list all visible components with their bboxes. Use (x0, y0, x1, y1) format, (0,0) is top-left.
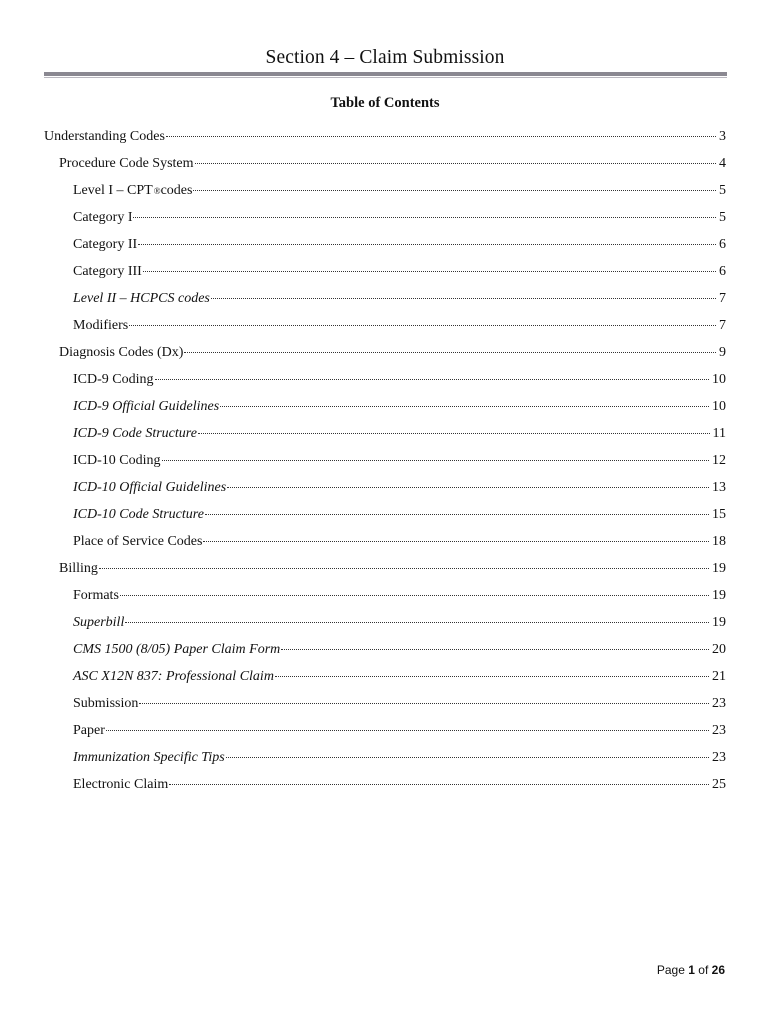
page-current: 1 (688, 963, 695, 977)
toc-entry[interactable] (73, 750, 726, 768)
page-total: 26 (711, 963, 725, 977)
toc-entry-page: 3 (719, 129, 726, 144)
toc-entry-title: CMS 1500 (8/05) Paper Claim Form (73, 642, 281, 657)
toc-entry-title: Understanding Codes (44, 129, 165, 144)
dot-leader (99, 568, 709, 569)
toc-entry[interactable] (73, 372, 726, 390)
toc-entry-page: 12 (712, 453, 726, 468)
toc-entry-page: 13 (712, 480, 726, 495)
toc-entry-title: ICD-10 Code Structure (73, 507, 204, 522)
toc-entry-page: 21 (712, 669, 726, 684)
toc-entry[interactable] (73, 426, 726, 444)
toc-entry-page: 10 (712, 372, 726, 387)
toc-entry-page: 6 (719, 237, 726, 252)
dot-leader (106, 730, 709, 731)
toc-entry-page: 7 (719, 291, 726, 306)
toc-entry-title: ASC X12N 837: Professional Claim (73, 669, 274, 684)
dot-leader (275, 676, 709, 677)
section-title: Section 4 – Claim Submission (265, 47, 505, 68)
toc-entry-page: 20 (712, 642, 726, 657)
dot-leader (129, 325, 716, 326)
toc-entry-title: Level I – CPT (73, 183, 153, 198)
dot-leader (133, 217, 716, 218)
dot-leader (162, 460, 710, 461)
toc-entry[interactable] (73, 264, 726, 282)
toc-heading: Table of Contents (330, 95, 440, 111)
toc-entry-title: ICD-10 Coding (73, 453, 161, 468)
dot-leader (138, 244, 716, 245)
dot-leader (169, 784, 709, 785)
toc-entry-title: Diagnosis Codes (Dx) (59, 345, 184, 360)
toc-entry-page: 6 (719, 264, 726, 279)
toc-entry-page: 10 (712, 399, 726, 414)
toc-entry-page: 9 (719, 345, 726, 360)
dot-leader (125, 622, 709, 623)
dot-leader (155, 379, 710, 380)
toc-entry[interactable] (73, 642, 726, 660)
dot-leader (227, 487, 709, 488)
toc-entry-page: 19 (712, 588, 726, 603)
toc-entry[interactable] (59, 345, 726, 363)
page-of: of (698, 963, 709, 977)
toc-entry[interactable] (73, 669, 726, 687)
toc-entry-page: 23 (712, 723, 726, 738)
toc-entry[interactable] (73, 318, 726, 336)
toc-entry-page: 18 (712, 534, 726, 549)
page-label: Page (656, 963, 685, 977)
dot-leader (139, 703, 709, 704)
toc-entry[interactable] (73, 210, 726, 228)
toc-entry-title: ICD-9 Official Guidelines (73, 399, 220, 414)
toc-entry-page: 11 (712, 426, 726, 441)
toc-entry-title: Formats (73, 588, 119, 603)
toc-entry-title: Submission (73, 696, 139, 711)
toc-entry[interactable] (73, 480, 726, 498)
toc-entry-page: 19 (712, 615, 726, 630)
toc-entry-title: Category II (73, 237, 138, 252)
dot-leader (184, 352, 716, 353)
toc-entry[interactable] (73, 777, 726, 795)
toc-entry-page: 5 (719, 183, 726, 198)
dot-leader (211, 298, 716, 299)
toc-entry-title: Billing (59, 561, 98, 576)
toc-entry[interactable] (73, 588, 726, 606)
toc-entry-title: Category III (73, 264, 142, 279)
toc-entry-title: Immunization Specific Tips (73, 750, 225, 765)
page-number (657, 963, 725, 977)
toc-entry-title: Modifiers (73, 318, 129, 333)
toc-entry-title: ICD-9 Coding (73, 372, 154, 387)
toc-entry-page: 23 (712, 696, 726, 711)
dot-leader (195, 163, 716, 164)
toc-entry-page: 7 (719, 318, 726, 333)
header-rule-thin (44, 77, 727, 78)
toc-entry[interactable] (73, 507, 726, 525)
toc-entry-title-suffix: codes (160, 183, 193, 198)
toc-entry-title: Category I (73, 210, 133, 225)
toc-entry[interactable] (73, 237, 726, 255)
toc-entry[interactable]: Level I – CPT ® codes 5 (73, 183, 726, 198)
toc-entry-title: ICD-9 Code Structure (73, 426, 197, 441)
toc-entry-title: Procedure Code System (59, 156, 194, 171)
dot-leader (203, 541, 709, 542)
toc-entry-title: Superbill (73, 615, 125, 630)
toc-entry-page: 5 (719, 210, 726, 225)
dot-leader (143, 271, 716, 272)
toc-entry-page: 25 (712, 777, 726, 792)
dot-leader (198, 433, 710, 434)
toc-entry[interactable] (73, 723, 726, 741)
toc-entry[interactable] (73, 615, 726, 633)
toc-entry-title: Level II – HCPCS codes (73, 291, 210, 306)
toc-entry[interactable] (73, 696, 726, 714)
toc-entry[interactable] (73, 534, 726, 552)
toc-entry-title: Place of Service Codes (73, 534, 203, 549)
dot-leader (166, 136, 716, 137)
toc-entry[interactable] (73, 453, 726, 471)
toc-entry-title: ICD-10 Official Guidelines (73, 480, 227, 495)
toc-entry-page: 19 (712, 561, 726, 576)
dot-leader (193, 190, 716, 191)
header-rule (44, 72, 727, 76)
toc-entry[interactable] (73, 291, 726, 309)
dot-leader (120, 595, 709, 596)
toc-entry-title: Electronic Claim (73, 777, 169, 792)
toc-entry-page: 15 (712, 507, 726, 522)
dot-leader (220, 406, 709, 407)
dot-leader (205, 514, 709, 515)
toc-entry[interactable] (59, 156, 726, 174)
toc-entry[interactable] (59, 561, 726, 579)
toc-entry-page: 4 (719, 156, 726, 171)
dot-leader (281, 649, 709, 650)
toc-entry[interactable] (44, 129, 726, 147)
toc-entry-page: 23 (712, 750, 726, 765)
toc-entry[interactable] (73, 399, 726, 417)
toc-entry-title: Paper (73, 723, 105, 738)
dot-leader (226, 757, 709, 758)
